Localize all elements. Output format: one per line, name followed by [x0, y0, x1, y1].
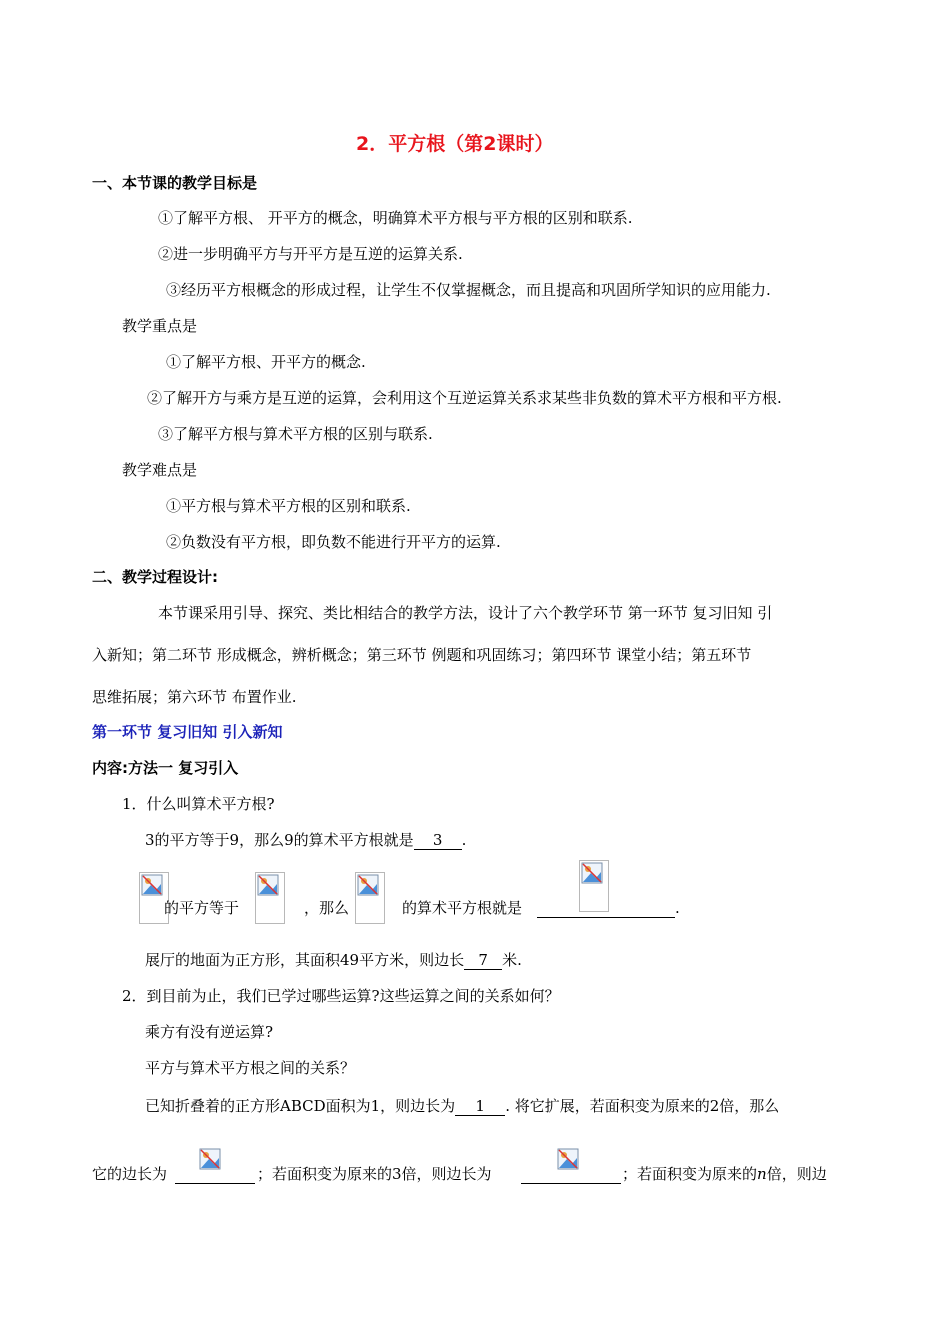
section1-heading: 一、本节课的教学目标是	[92, 174, 258, 192]
process-para-line-2: 入新知；第二环节 形成概念，辨析概念；第三环节 例题和巩固练习；第四环节 课堂小结；第五环节	[92, 646, 752, 664]
arith-root-text: 的算术平方根就是	[402, 899, 523, 917]
diff-point-1: ①平方根与算术平方根的区别和联系.	[166, 497, 411, 515]
question-2c-text: 已知折叠着的正方形ABCD面积为1，则边长为	[145, 1097, 456, 1115]
formula-image-2	[255, 872, 285, 924]
question-2a: 乘方有没有逆运算?	[145, 1023, 274, 1041]
key-point-1: ①了解平方根、开平方的概念.	[166, 353, 366, 371]
answer-blank-long: .	[537, 898, 680, 918]
section2-heading: 二、教学过程设计:	[92, 568, 218, 586]
sqrt-example-text: 3的平方等于9，那么9的算术平方根就是	[145, 831, 414, 849]
goal-3: ③经历平方根概念的形成过程，让学生不仅掌握概念，而且提高和巩固所学知识的应用能力.	[166, 281, 771, 299]
diff-label: 教学难点是	[122, 461, 198, 479]
variable-n: n	[757, 1165, 767, 1183]
sqrt-example-line: 3的平方等于9，那么9的算术平方根就是 3 .	[145, 831, 467, 849]
triple-area-text: ；若面积变为原来的3倍，则边长为	[257, 1165, 492, 1183]
key-point-3: ③了解平方根与算术平方根的区别与联系.	[158, 425, 433, 443]
stage1-heading: 第一环节 复习旧知 引入新知	[92, 723, 283, 741]
content-line: 内容:方法一 复习引入	[92, 759, 239, 777]
answer-blank-1: 1	[455, 1097, 505, 1116]
square-of-text: 的平方等于	[164, 899, 240, 917]
n-times-text: ；若面积变为原来的	[622, 1165, 758, 1183]
page-title: 2．平方根（第2课时）	[356, 133, 554, 155]
n-times-tail: 倍，则边	[766, 1165, 827, 1183]
answer-blank-3: 3	[414, 831, 462, 850]
process-para-line-1: 本节课采用引导、探究、类比相结合的教学方法，设计了六个教学环节 第一环节 复习旧知 引	[158, 604, 773, 622]
diff-point-2: ②负数没有平方根，即负数不能进行开平方的运算.	[166, 533, 501, 551]
formula-image-4	[579, 860, 609, 912]
hall-floor-unit: 米.	[502, 951, 522, 969]
process-para-line-3: 思维拓展；第六环节 布置作业.	[92, 688, 297, 706]
question-1: 1．什么叫算术平方根?	[122, 795, 275, 813]
question-2c-line	[145, 1096, 779, 1116]
question-2c-post: . 将它扩展，若面积变为原来的2倍，那么	[505, 1097, 780, 1115]
n-times-line	[622, 1164, 827, 1184]
key-label: 教学重点是	[122, 317, 198, 335]
then-text: ，那么	[304, 899, 350, 917]
goal-1: ①了解平方根、 开平方的概念，明确算术平方根与平方根的区别和联系.	[158, 209, 633, 227]
formula-image-6	[557, 1148, 579, 1170]
question-2: 2．到目前为止，我们已学过哪些运算?这些运算之间的关系如何？	[122, 987, 560, 1005]
hall-floor-line	[145, 950, 522, 970]
question-2b: 平方与算术平方根之间的关系？	[145, 1059, 356, 1077]
goal-2: ②进一步明确平方与开平方是互逆的运算关系.	[158, 245, 463, 263]
formula-image-3	[355, 872, 385, 924]
formula-image-5	[199, 1148, 221, 1170]
key-point-2: ②了解开方与乘方是互逆的运算，会利用这个互逆运算关系求某些非负数的算术平方根和平方根.	[147, 389, 782, 407]
hall-floor-text: 展厅的地面为正方形，其面积49平方米，则边长	[145, 951, 465, 969]
answer-blank-7: 7	[464, 951, 502, 970]
side-length-text: 它的边长为	[92, 1165, 168, 1183]
